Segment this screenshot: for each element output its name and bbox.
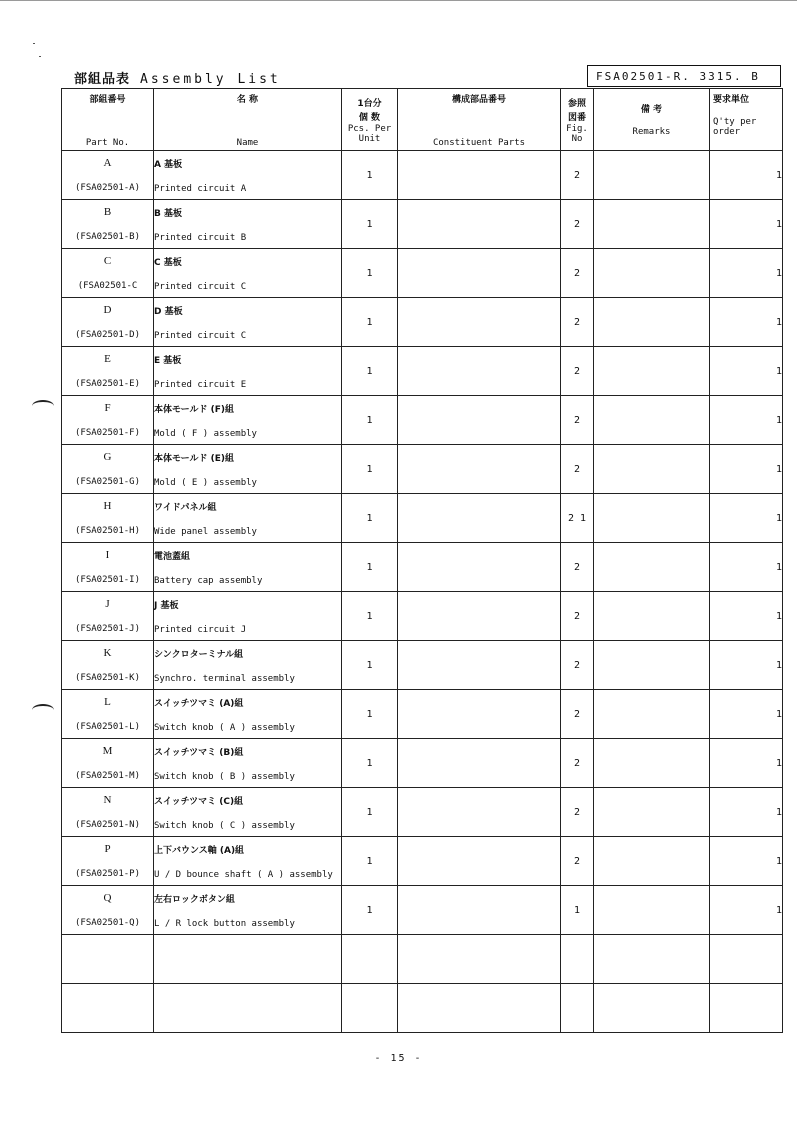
part-name-jp: J 基板 [154,600,179,611]
constituent-parts-cell [398,298,561,347]
qty-per-order-cell: 1 [710,886,783,935]
fig-no-cell: 2 [561,788,594,837]
part-no-cell [62,739,154,788]
qty-per-order-cell: 1 [710,690,783,739]
header-fig-no [561,89,594,151]
name-cell [154,739,342,788]
pcs-per-unit-cell: 1 [342,249,398,298]
empty-cell [561,935,594,984]
name-cell [154,298,342,347]
part-no-cell [62,837,154,886]
table-header-row [62,89,783,151]
qty-per-order-cell: 1 [710,445,783,494]
part-name-jp: 電池蓋組 [154,551,191,562]
header-pcs-en: Pcs. Per Unit [347,123,392,144]
pcs-per-unit-cell: 1 [342,837,398,886]
part-letter: K [103,647,112,659]
remarks-cell [594,396,710,445]
constituent-parts-cell [398,837,561,886]
header-part-no [62,89,154,151]
fig-no-cell: 2 [561,396,594,445]
part-number: (FSA02501-L) [74,722,141,732]
table-row [62,641,783,690]
margin-bracket-mark [32,400,54,412]
part-letter: M [102,745,113,757]
constituent-parts-cell [398,151,561,200]
part-number: (FSA02501-J) [74,624,141,634]
pcs-per-unit-cell: 1 [342,739,398,788]
remarks-cell [594,739,710,788]
part-name-jp: 上下バウンス軸 (A)組 [154,845,245,856]
header-constituent-jp: 構成部品番号 [451,94,506,105]
part-letter: B [103,206,112,218]
table-row [62,788,783,837]
header-fig-en: Fig. No [566,123,588,144]
name-cell [154,690,342,739]
part-letter: L [104,696,111,708]
empty-cell [594,984,710,1033]
header-remarks [594,89,710,151]
pcs-per-unit-cell: 1 [342,151,398,200]
empty-cell [561,984,594,1033]
remarks-cell [594,837,710,886]
part-no-cell [62,396,154,445]
empty-table-row [62,935,783,984]
name-cell [154,151,342,200]
qty-per-order-cell: 1 [710,641,783,690]
part-no-cell [62,494,154,543]
header-constituent-en: Constituent Parts [432,137,526,148]
part-letter: H [103,500,112,512]
qty-per-order-cell: 1 [710,739,783,788]
fig-no-cell: 2 [561,543,594,592]
part-name-jp: スイッチツマミ (C)組 [154,796,244,807]
part-name-jp: スイッチツマミ (B)組 [154,747,244,758]
pcs-per-unit-cell: 1 [342,788,398,837]
name-cell [154,641,342,690]
constituent-parts-cell [398,788,561,837]
constituent-parts-cell [398,739,561,788]
part-number: (FSA02501-B) [74,232,141,242]
constituent-parts-cell [398,347,561,396]
part-no-cell [62,151,154,200]
pcs-per-unit-cell: 1 [342,641,398,690]
fig-no-cell: 2 [561,249,594,298]
header-name-en: Name [236,137,259,148]
part-no-cell [62,788,154,837]
header-remarks-en: Remarks [632,127,671,137]
name-cell [154,592,342,641]
page-top-rule [0,0,797,1]
fig-no-cell: 2 [561,445,594,494]
name-cell [154,788,342,837]
qty-per-order-cell: 1 [710,788,783,837]
part-name-jp: A 基板 [154,159,183,170]
part-no-cell [62,592,154,641]
part-name-jp: 左右ロックボタン組 [154,894,235,905]
table-row [62,151,783,200]
empty-cell [154,984,342,1033]
margin-bracket-mark [32,704,54,716]
part-name-en: Printed circuit E [154,379,247,390]
pcs-per-unit-cell: 1 [342,592,398,641]
part-name-en: Printed circuit A [154,183,247,194]
part-name-en: Switch knob ( A ) assembly [154,722,295,733]
header-remarks-jp: 備 考 [640,105,663,115]
part-name-jp: スイッチツマミ (A)組 [154,698,244,709]
header-qty-en: Q'ty per order [713,116,757,137]
header-part-no-en: Part No. [85,137,130,148]
remarks-cell [594,543,710,592]
part-letter: A [103,157,112,169]
table-row [62,886,783,935]
part-name-en: Switch knob ( C ) assembly [154,820,295,831]
part-name-en: U / D bounce shaft ( A ) assembly [154,869,333,880]
part-name-en: Battery cap assembly [154,575,263,586]
constituent-parts-cell [398,249,561,298]
part-name-jp: ワイドパネル組 [154,502,217,513]
pcs-per-unit-cell: 1 [342,200,398,249]
fig-no-cell: 2 [561,200,594,249]
header-pcs-per-unit [342,89,398,151]
empty-cell [154,935,342,984]
part-no-cell [62,690,154,739]
constituent-parts-cell [398,494,561,543]
empty-cell [710,935,783,984]
remarks-cell [594,298,710,347]
qty-per-order-cell: 1 [710,298,783,347]
empty-cell [398,935,561,984]
table-row [62,739,783,788]
part-number: (FSA02501-I) [74,575,141,585]
header-constituent [398,89,561,151]
qty-per-order-cell: 1 [710,249,783,298]
qty-per-order-cell: 1 [710,347,783,396]
pcs-per-unit-cell: 1 [342,298,398,347]
qty-per-order-cell: 1 [710,200,783,249]
name-cell [154,445,342,494]
document-code-box: FSA02501-R. 3315. B [587,65,781,87]
pcs-per-unit-cell: 1 [342,886,398,935]
part-number: (FSA02501-Q) [74,918,141,928]
name-cell [154,543,342,592]
name-cell [154,886,342,935]
constituent-parts-cell [398,200,561,249]
table-row [62,690,783,739]
remarks-cell [594,347,710,396]
header-part-no-jp: 部組番号 [89,94,126,105]
remarks-cell [594,200,710,249]
part-letter: E [104,353,111,365]
part-name-en: L / R lock button assembly [154,918,295,929]
part-number: (FSA02501-E) [74,379,141,389]
remarks-cell [594,690,710,739]
part-letter: P [104,843,111,855]
part-name-en: Synchro. terminal assembly [154,673,295,684]
qty-per-order-cell: 1 [710,837,783,886]
part-name-jp: 本体モールド (E)組 [154,453,234,464]
fig-no-cell: 1 [561,886,594,935]
header-fig-jp-1: 参照 [567,98,586,109]
part-name-en: Printed circuit B [154,232,247,243]
part-name-en: Wide panel assembly [154,526,257,537]
part-letter: D [103,304,112,316]
remarks-cell [594,788,710,837]
pcs-per-unit-cell: 1 [342,543,398,592]
pcs-per-unit-cell: 1 [342,445,398,494]
table-row [62,592,783,641]
header-name [154,89,342,151]
fig-no-cell: 2 [561,298,594,347]
constituent-parts-cell [398,543,561,592]
header-pcs-jp-1: 1台分 [357,98,382,109]
remarks-cell [594,494,710,543]
part-no-cell [62,347,154,396]
constituent-parts-cell [398,690,561,739]
part-number: (FSA02501-G) [74,477,141,487]
empty-cell [710,984,783,1033]
part-name-en: Printed circuit J [154,624,247,635]
assembly-list-table [61,88,783,1033]
fig-no-cell: 2 [561,151,594,200]
part-number: (FSA02501-A) [74,183,141,193]
part-letter: I [105,549,110,561]
part-number: (FSA02501-H) [74,526,141,536]
empty-cell [62,984,154,1033]
part-name-jp: シンクロターミナル組 [154,649,244,660]
fig-no-cell: 2 [561,690,594,739]
document-title-jp: 部組品表 [74,72,131,87]
header-qty-jp: 要求単位 [713,94,750,105]
table-row [62,249,783,298]
table-row [62,396,783,445]
empty-cell [62,935,154,984]
table-row [62,494,783,543]
empty-table-row [62,984,783,1033]
part-number: (FSA02501-K) [74,673,141,683]
part-name-jp: 本体モールド (F)組 [154,404,234,415]
name-cell [154,837,342,886]
part-letter: C [103,255,112,267]
page-number: - 15 - [374,1053,423,1064]
header-fig-jp-2: 図番 [567,112,586,123]
pcs-per-unit-cell: 1 [342,396,398,445]
qty-per-order-cell: 1 [710,494,783,543]
header-name-jp: 名 称 [236,94,259,105]
header-pcs-jp-2: 個 数 [358,112,381,123]
part-name-jp: E 基板 [154,355,182,366]
fig-no-cell: 2 [561,347,594,396]
part-number: (FSA02501-P) [74,869,141,879]
part-letter: G [103,451,112,463]
scan-speck [39,56,41,57]
pcs-per-unit-cell: 1 [342,494,398,543]
part-number: (FSA02501-N) [74,820,141,830]
empty-cell [398,984,561,1033]
part-letter: F [104,402,111,414]
part-no-cell [62,249,154,298]
part-number: (FSA02501-F) [74,428,141,438]
empty-cell [342,984,398,1033]
qty-per-order-cell: 1 [710,592,783,641]
qty-per-order-cell: 1 [710,396,783,445]
fig-no-cell: 2 1 [561,494,594,543]
scan-speck [33,43,35,44]
document-title-en: Assembly List [140,72,281,87]
fig-no-cell: 2 [561,641,594,690]
constituent-parts-cell [398,641,561,690]
header-qty-per-order [710,89,783,151]
pcs-per-unit-cell: 1 [342,347,398,396]
remarks-cell [594,249,710,298]
empty-cell [342,935,398,984]
part-name-en: Mold ( F ) assembly [154,428,257,439]
part-letter: N [103,794,112,806]
part-no-cell [62,886,154,935]
part-letter: Q [103,892,112,904]
constituent-parts-cell [398,396,561,445]
table-row [62,543,783,592]
remarks-cell [594,151,710,200]
part-name-jp: B 基板 [154,208,182,219]
name-cell [154,347,342,396]
document-title [74,68,281,87]
part-name-en: Mold ( E ) assembly [154,477,257,488]
empty-cell [594,935,710,984]
table-row [62,445,783,494]
part-number: (FSA02501-D) [74,330,141,340]
part-no-cell [62,200,154,249]
part-name-jp: C 基板 [154,257,182,268]
part-name-en: Printed circuit C [154,330,247,341]
name-cell [154,249,342,298]
fig-no-cell: 2 [561,739,594,788]
qty-per-order-cell: 1 [710,151,783,200]
remarks-cell [594,445,710,494]
part-name-en: Switch knob ( B ) assembly [154,771,295,782]
remarks-cell [594,886,710,935]
pcs-per-unit-cell: 1 [342,690,398,739]
name-cell [154,494,342,543]
part-no-cell [62,641,154,690]
part-no-cell [62,445,154,494]
constituent-parts-cell [398,592,561,641]
name-cell [154,396,342,445]
fig-no-cell: 2 [561,592,594,641]
part-name-en: Printed circuit C [154,281,247,292]
part-no-cell [62,298,154,347]
fig-no-cell: 2 [561,837,594,886]
name-cell [154,200,342,249]
part-no-cell [62,543,154,592]
part-letter: J [105,598,110,610]
constituent-parts-cell [398,445,561,494]
part-number: (FSA02501-C [77,281,138,291]
qty-per-order-cell: 1 [710,543,783,592]
constituent-parts-cell [398,886,561,935]
table-row [62,200,783,249]
part-name-jp: D 基板 [154,306,183,317]
table-row [62,837,783,886]
remarks-cell [594,641,710,690]
table-row [62,298,783,347]
table-row [62,347,783,396]
remarks-cell [594,592,710,641]
part-number: (FSA02501-M) [74,771,141,781]
